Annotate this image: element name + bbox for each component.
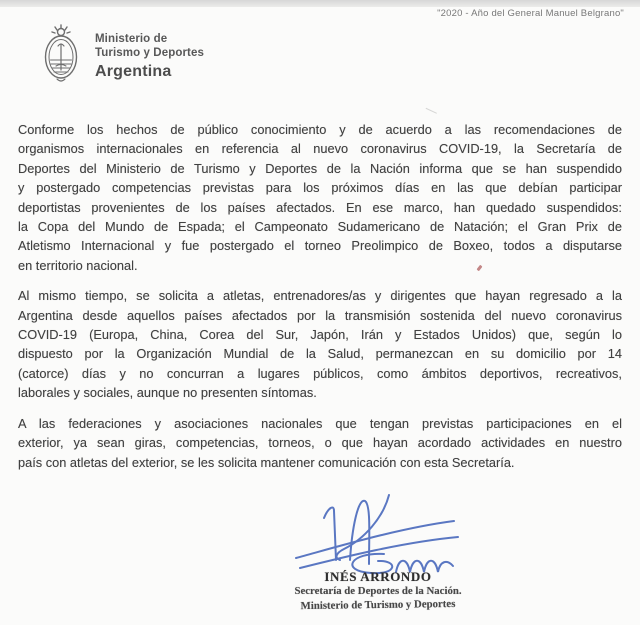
body-line: laborales y sociales, aunque no presenten síntomas. [18,385,317,401]
body-line: en territorio nacional. [18,257,138,273]
body-line: COVID-19 (Europa, China, Corea del Sur, Japón, Irán y Estados Unidos) que, según lo [18,327,622,343]
scan-edge-band [0,0,640,7]
body-line: organismos internacionales en referencia al nuevo coronavirus COVID-19, la Secretaría de [18,141,622,157]
body-line: la Copa del Mundo de Espada; el Campeonato Sudamericano de Natación; el Gran Prix de [18,219,622,235]
body-line: y postergado competencias previstas para los próximos días en las que debían participar [18,180,622,196]
ministry-wordmark [95,33,204,81]
body-line: Al mismo tiempo, se solicita a atletas, entrenadores/as y dirigentes que hayan regresado a la [18,288,622,304]
paragraph-3 [18,414,622,472]
body-line: país con atletas del exterior, se les solicita mantener comunicación con esta Secretaría. [18,454,515,470]
signer-title-1: Secretaría de Deportes de la Nación. [294,585,462,597]
body-line: A las federaciones y asociaciones nacionales que tengan previstas participaciones en el [18,415,622,431]
signer-name: INÉS ARRONDO [324,569,432,584]
body-line: Deportes del Ministerio de Turismo y Deportes de la Nación informa que se han suspendido [18,160,622,176]
body-line: exterior, ya sean giras, competencias, torneos, o que hayan acordado actividades en nuestro [18,435,622,451]
body-line: Conforme los hechos de público conocimiento y de acuerdo a las recomendaciones de [18,122,622,137]
scan-artifact [423,108,437,119]
letter-body [18,120,622,483]
ministry-line2: Turismo y Deportes [95,46,204,59]
body-line: dispuesto por la Organización Mundial de la Salud, permanezcan en su domicilio por 14 [18,346,622,362]
body-line: Atletismo Internacional y fue postergado el torneo Preolimpico de Boxeo, todos a disputarse [18,238,622,254]
paragraph-2 [18,286,622,402]
ministry-line1: Ministerio de [95,33,168,45]
body-line: Argentina desde aquellos países afectados por la transmisión sostenida del nuevo coronavirus [18,307,622,323]
signature-block [268,569,488,612]
year-motto-line: "2020 - Año del General Manuel Belgrano" [437,8,624,19]
argentina-coat-of-arms-icon [36,24,86,86]
paragraph-1 [18,120,622,275]
country-wordmark: Argentina [95,63,172,80]
body-line: deportistas provenientes de los países afectados. En ese marco, han quedado suspendidos: [18,199,622,215]
signer-title-2: Ministerio de Turismo y Deportes [300,597,456,612]
body-line: (catorce) días y no concurran a lugares públicos, como ámbitos deportivos, recreativos, [18,365,622,381]
